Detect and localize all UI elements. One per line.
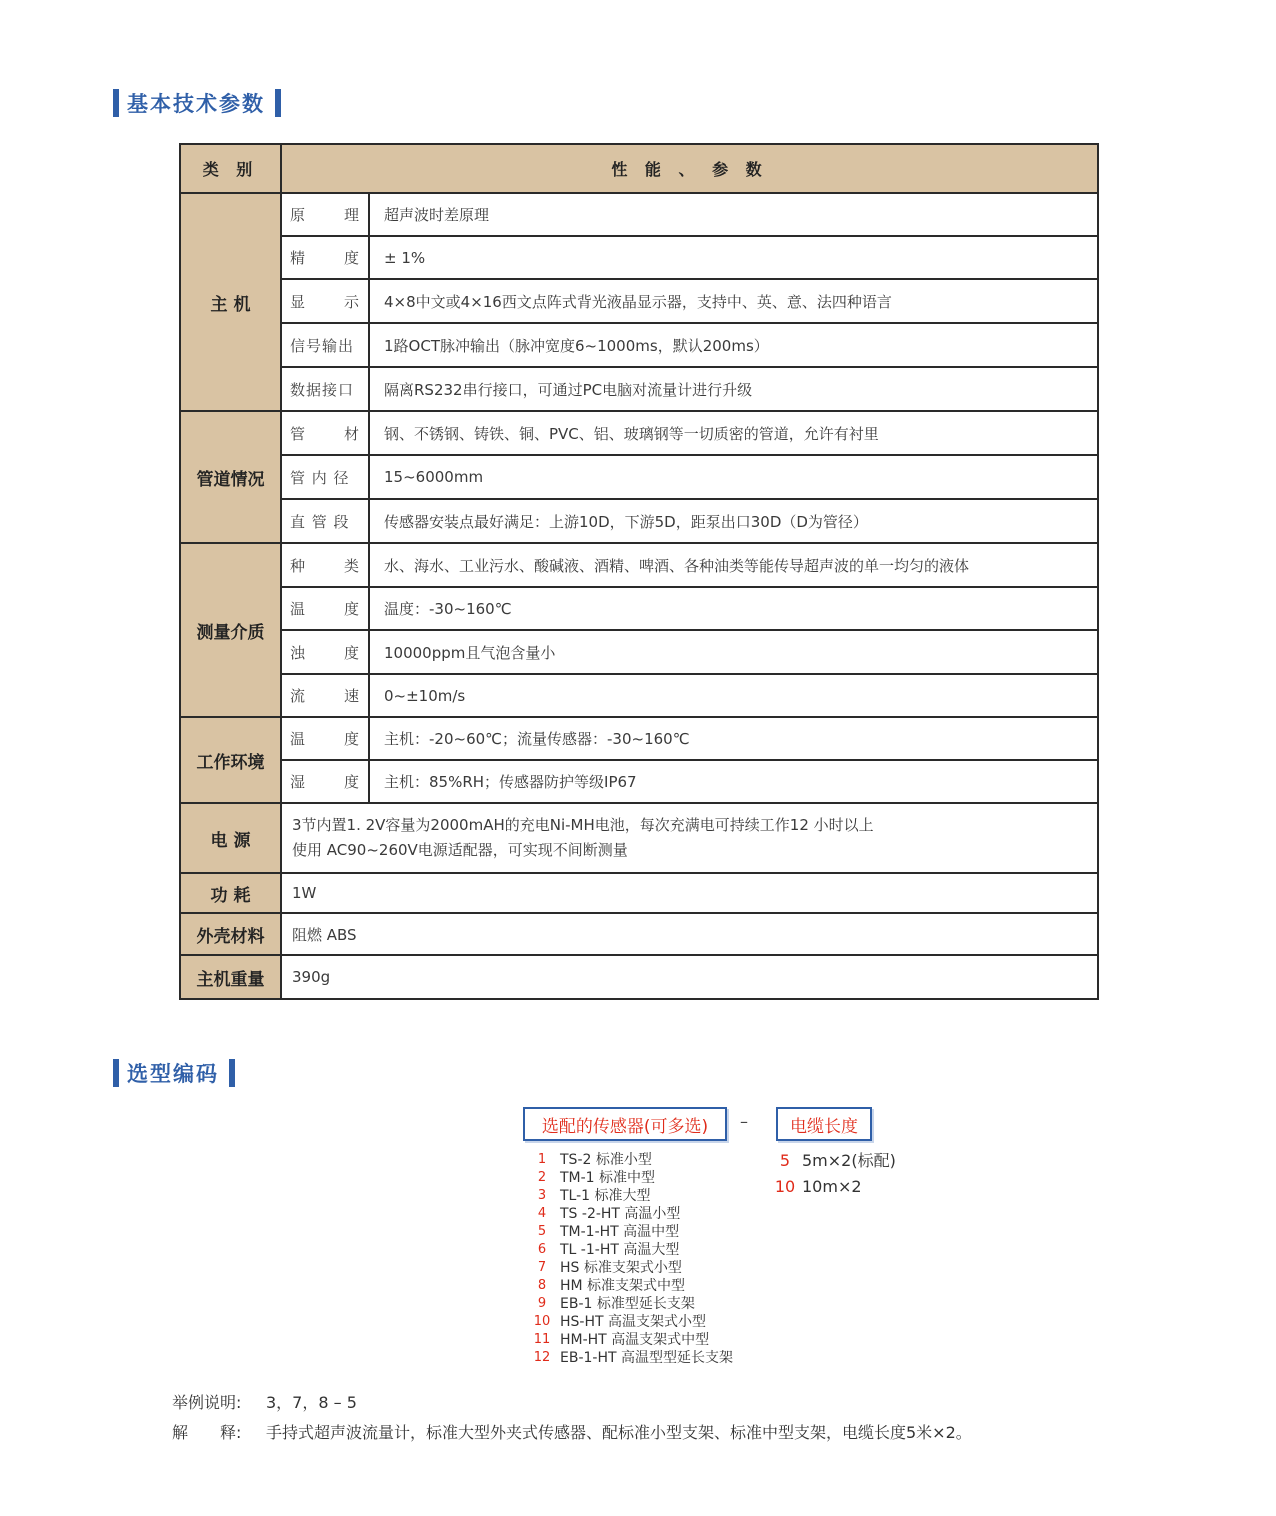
table-row [180, 499, 1098, 543]
category-pipe: 管道情况 [180, 411, 281, 543]
title-bar-right [275, 89, 281, 117]
row-label: 温 度 [281, 717, 369, 760]
table-row [180, 630, 1098, 674]
row-value: 4×8中文或4×16西文点阵式背光液晶显示器，支持中、英、意、法四种语言 [369, 279, 1098, 323]
category-consumption: 功 耗 [180, 873, 281, 913]
table-header-row [180, 144, 1098, 193]
section-title-specs [113, 88, 281, 118]
table-row [180, 367, 1098, 411]
table-row [180, 543, 1098, 587]
list-item: 10 10m×2 [774, 1177, 862, 1196]
table-row [180, 913, 1098, 955]
row-value: 温度：-30~160℃ [369, 587, 1098, 630]
row-value: ± 1% [369, 236, 1098, 279]
row-label: 数据接口 [281, 367, 369, 411]
row-label: 湿 度 [281, 760, 369, 803]
row-label: 原 理 [281, 193, 369, 236]
explain-label: 解 释: [172, 1423, 242, 1442]
row-label: 温 度 [281, 587, 369, 630]
table-row [180, 236, 1098, 279]
row-value: 15~6000mm [369, 455, 1098, 499]
example-note [172, 1390, 357, 1413]
cable-list [768, 1148, 896, 1200]
power-line-1: 3节内置1. 2V容量为2000mAH的充电Ni-MH电池，每次充满电可持续工作12 小时以上 [292, 816, 874, 834]
row-value: 钢、不锈钢、铸铁、铜、PVC、铝、玻璃钢等一切质密的管道，允许有衬里 [369, 411, 1098, 455]
table-row [180, 760, 1098, 803]
header-params: 性 能 、 参 数 [281, 144, 1098, 193]
list-item: 2 TM-1 标准中型 [537, 1170, 656, 1186]
list-item: 5 5m×2(标配) [779, 1151, 896, 1170]
row-value: 1W [281, 873, 1098, 913]
row-label: 流 速 [281, 674, 369, 717]
row-value [281, 803, 1098, 873]
table-row [180, 193, 1098, 236]
row-label: 种 类 [281, 543, 369, 587]
row-label: 显 示 [281, 279, 369, 323]
explain-note [172, 1420, 972, 1443]
row-value: 主机：85%RH；传感器防护等级IP67 [369, 760, 1098, 803]
row-value: 水、海水、工业污水、酸碱液、酒精、啤酒、各种油类等能传导超声波的单一均匀的液体 [369, 543, 1098, 587]
row-value: 传感器安装点最好满足：上游10D，下游5D，距泵出口30D（D为管径） [369, 499, 1098, 543]
category-medium: 测量介质 [180, 543, 281, 717]
table-row [180, 717, 1098, 760]
row-label: 管 内 径 [281, 455, 369, 499]
row-label: 精 度 [281, 236, 369, 279]
row-value: 超声波时差原理 [369, 193, 1098, 236]
example-value: 3，7，8 – 5 [266, 1393, 357, 1412]
title-bar-left [113, 1059, 119, 1087]
row-value: 隔离RS232串行接口，可通过PC电脑对流量计进行升级 [369, 367, 1098, 411]
sensor-selection-box: 选配的传感器(可多选) [523, 1107, 727, 1141]
list-item: 12 EB-1-HT 高温型型延长支架 [533, 1350, 733, 1366]
list-item: 4 TS -2-HT 高温小型 [537, 1206, 681, 1222]
table-row [180, 279, 1098, 323]
category-shell: 外壳材料 [180, 913, 281, 955]
title-bar-right [229, 1059, 235, 1087]
cable-length-box: 电缆长度 [776, 1107, 872, 1141]
row-value: 390g [281, 955, 1098, 999]
list-item: 10 HS-HT 高温支架式小型 [533, 1314, 706, 1330]
table-row [180, 455, 1098, 499]
table-row [180, 803, 1098, 873]
row-value: 1路OCT脉冲输出（脉冲宽度6~1000ms，默认200ms） [369, 323, 1098, 367]
row-value: 阻燃 ABS [281, 913, 1098, 955]
table-row [180, 411, 1098, 455]
list-item: 5 TM-1-HT 高温中型 [537, 1224, 680, 1240]
list-item: 6 TL -1-HT 高温大型 [537, 1242, 680, 1258]
category-weight: 主机重量 [180, 955, 281, 999]
row-label: 信号输出 [281, 323, 369, 367]
example-label: 举例说明: [172, 1393, 242, 1412]
list-item: 9 EB-1 标准型延长支架 [537, 1296, 695, 1312]
explain-value: 手持式超声波流量计，标准大型外夹式传感器、配标准小型支架、标准中型支架，电缆长度5米×2。 [266, 1423, 972, 1442]
row-value: 主机：-20~60℃；流量传感器：-30~160℃ [369, 717, 1098, 760]
row-label: 管 材 [281, 411, 369, 455]
section-title-code-text: 选型编码 [127, 1062, 219, 1086]
row-label: 直 管 段 [281, 499, 369, 543]
sensor-list [524, 1151, 733, 1367]
table-row [180, 587, 1098, 630]
category-environment: 工作环境 [180, 717, 281, 803]
list-item: 8 HM 标准支架式中型 [537, 1278, 686, 1294]
header-category: 类 别 [180, 144, 281, 193]
table-row [180, 873, 1098, 913]
specs-table [179, 143, 1099, 1000]
category-host: 主 机 [180, 193, 281, 411]
list-item: 3 TL-1 标准大型 [537, 1188, 651, 1204]
table-row [180, 323, 1098, 367]
table-row [180, 674, 1098, 717]
code-separator: – [740, 1112, 748, 1131]
row-value: 0~±10m/s [369, 674, 1098, 717]
list-item: 1 TS-2 标准小型 [537, 1152, 652, 1168]
row-label: 浊 度 [281, 630, 369, 674]
power-line-2: 使用 AC90~260V电源适配器，可实现不间断测量 [292, 841, 628, 859]
section-title-specs-text: 基本技术参数 [127, 92, 265, 116]
list-item: 11 HM-HT 高温支架式中型 [533, 1332, 710, 1348]
category-power: 电 源 [180, 803, 281, 873]
title-bar-left [113, 89, 119, 117]
row-value: 10000ppm且气泡含量小 [369, 630, 1098, 674]
table-row [180, 955, 1098, 999]
section-title-code [113, 1058, 235, 1088]
list-item: 7 HS 标准支架式小型 [537, 1260, 682, 1276]
